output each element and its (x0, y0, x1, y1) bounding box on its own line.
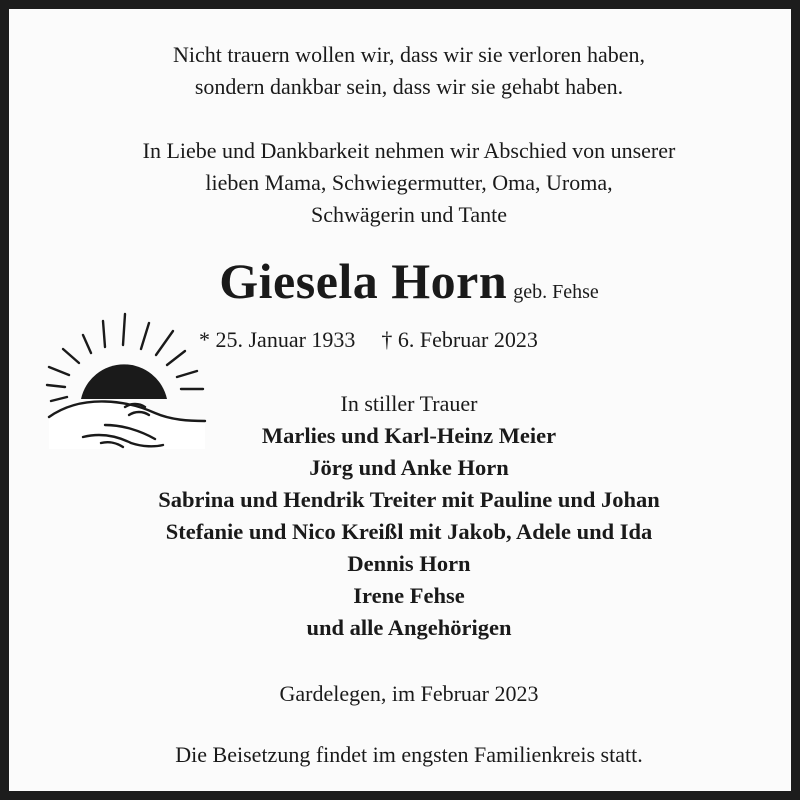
life-dates (199, 327, 538, 353)
deceased-name: Giesela Horn (219, 253, 508, 309)
birth-name: geb. Fehse (513, 281, 599, 303)
intro-line-3: Schwägerin und Tante (310, 202, 507, 227)
intro-line-2: lieben Mama, Schwiegermutter, Oma, Uroma, (205, 170, 613, 195)
intro-line-1: In Liebe und Dankbarkeit nehmen wir Abschied von unserer (142, 138, 676, 163)
place-and-date: Gardelegen, im Februar 2023 (279, 681, 539, 706)
mourner-line: Stefanie und Nico Kreißl mit Jakob, Adele und Ida (165, 519, 653, 544)
motto-line-2: sondern dankbar sein, dass wir sie gehabt haben. (194, 74, 624, 99)
burial-note: Die Beisetzung findet im engsten Familienkreis statt. (175, 742, 643, 767)
mourner-line: Irene Fehse (353, 583, 465, 608)
mourning-heading: In stiller Trauer (340, 391, 478, 416)
motto-line-1: Nicht trauern wollen wir, dass wir sie verloren haben, (173, 42, 645, 67)
deceased-name-row (9, 253, 800, 309)
mourner-line: Sabrina und Hendrik Treiter mit Pauline und Johan (158, 487, 660, 512)
mourner-line: Dennis Horn (347, 551, 471, 576)
mourner-line: und alle Angehörigen (306, 615, 512, 640)
death-date: † 6. Februar 2023 (381, 327, 538, 352)
birth-date: * 25. Januar 1933 (199, 327, 356, 352)
mourner-line: Jörg und Anke Horn (309, 455, 509, 480)
mourner-line: Marlies und Karl-Heinz Meier (261, 423, 557, 448)
